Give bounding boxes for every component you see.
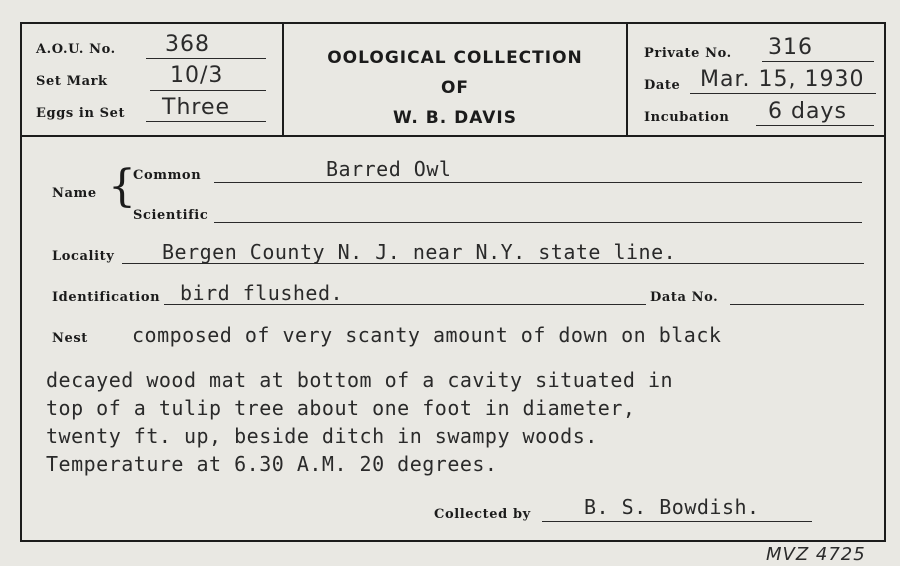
- name-brace: {: [108, 161, 136, 212]
- incubation-label: Incubation: [644, 110, 730, 125]
- collection-title-of: OF: [440, 78, 470, 98]
- left-box-divider: [282, 22, 284, 137]
- aou-value: 368: [165, 32, 210, 57]
- right-box-divider: [626, 22, 628, 137]
- set-mark-value: 10/3: [170, 63, 224, 88]
- catalog-mark: MVZ 4725: [766, 544, 866, 565]
- data-no-rule: [730, 304, 864, 305]
- collected-by-rule: [542, 521, 812, 522]
- private-no-label: Private No.: [644, 46, 732, 61]
- private-no-value: 316: [768, 35, 813, 60]
- date-label: Date: [644, 78, 681, 93]
- nest-line-2: decayed wood mat at bottom of a cavity situated in: [46, 368, 674, 392]
- collection-title: OOLOGICAL COLLECTION: [327, 48, 583, 68]
- date-rule: [690, 93, 876, 94]
- eggs-value: Three: [162, 95, 231, 120]
- identification-label: Identification: [52, 290, 161, 305]
- identification-value: bird flushed.: [180, 281, 344, 305]
- set-mark-rule: [150, 90, 266, 91]
- collector-name-title: W. B. DAVIS: [393, 108, 517, 128]
- aou-rule: [146, 58, 266, 59]
- eggs-label: Eggs in Set: [36, 106, 126, 121]
- nest-label: Nest: [52, 331, 88, 346]
- scientific-label: Scientific: [133, 208, 209, 223]
- header-divider: [20, 135, 886, 137]
- incubation-rule: [756, 125, 874, 126]
- locality-label: Locality: [52, 249, 115, 264]
- data-no-label: Data No.: [650, 290, 719, 305]
- eggs-rule: [146, 121, 266, 122]
- scientific-rule: [214, 222, 862, 223]
- collected-by-value: B. S. Bowdish.: [584, 495, 760, 519]
- date-value: Mar. 15, 1930: [700, 67, 865, 92]
- aou-label: A.O.U. No.: [36, 42, 116, 57]
- common-rule: [214, 182, 862, 183]
- set-mark-label: Set Mark: [36, 74, 108, 89]
- nest-line-1: composed of very scanty amount of down on black: [132, 323, 722, 347]
- incubation-value: 6 days: [768, 99, 847, 124]
- common-label: Common: [133, 168, 202, 183]
- nest-line-5: Temperature at 6.30 A.M. 20 degrees.: [46, 452, 498, 476]
- common-name-value: Barred Owl: [326, 157, 452, 181]
- nest-line-4: twenty ft. up, beside ditch in swampy woods.: [46, 424, 598, 448]
- collected-by-label: Collected by: [434, 507, 531, 522]
- name-label: Name: [52, 186, 97, 201]
- private-no-rule: [762, 61, 874, 62]
- locality-value: Bergen County N. J. near N.Y. state line.: [162, 240, 677, 264]
- nest-line-3: top of a tulip tree about one foot in diameter,: [46, 396, 636, 420]
